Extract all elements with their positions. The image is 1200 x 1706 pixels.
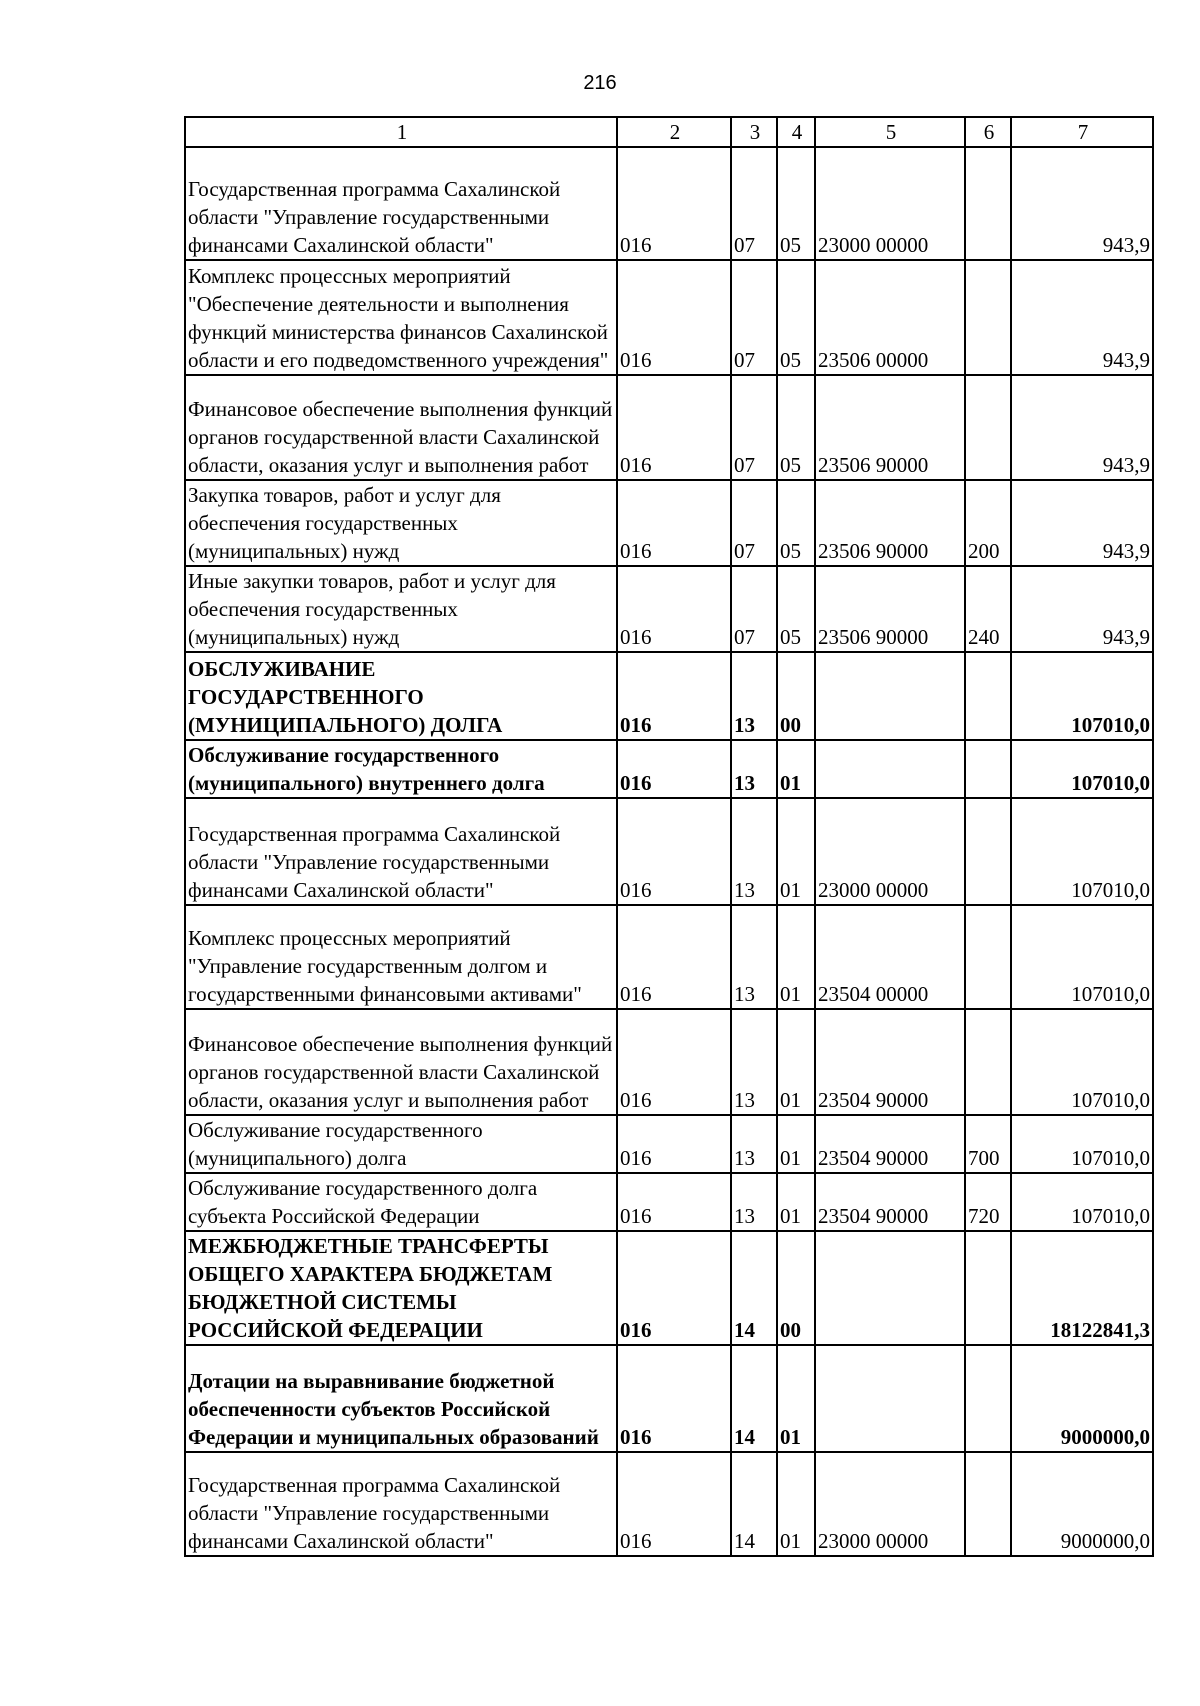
header-cell-5: 5 xyxy=(815,117,965,147)
table-row xyxy=(185,147,1153,260)
row-expense-type-cell xyxy=(965,375,1011,480)
row-target-article-cell: 23504 90000 xyxy=(815,1173,965,1231)
table-row xyxy=(185,1173,1153,1231)
row-target-article-cell: 23504 90000 xyxy=(815,1009,965,1115)
row-amount-cell: 107010,0 xyxy=(1011,652,1153,740)
row-subsection-cell: 01 xyxy=(777,1452,815,1556)
table-row xyxy=(185,1345,1153,1452)
table-row xyxy=(185,798,1153,905)
row-expense-type-cell: 700 xyxy=(965,1115,1011,1173)
row-section-cell: 07 xyxy=(731,260,777,375)
table-row xyxy=(185,1115,1153,1173)
row-subsection-cell: 05 xyxy=(777,147,815,260)
row-ved-cell: 016 xyxy=(617,1115,731,1173)
row-section-cell: 07 xyxy=(731,147,777,260)
row-section-cell: 14 xyxy=(731,1231,777,1345)
row-name-cell: Обслуживание государственного (муниципального) внутреннего долга xyxy=(185,740,617,798)
table-row xyxy=(185,1452,1153,1556)
row-name-cell: Обслуживание государственного долга субъекта Российской Федерации xyxy=(185,1173,617,1231)
row-target-article-cell: 23000 00000 xyxy=(815,798,965,905)
row-target-article-cell xyxy=(815,652,965,740)
row-ved-cell: 016 xyxy=(617,740,731,798)
row-name-cell: ОБСЛУЖИВАНИЕ ГОСУДАРСТВЕННОГО (МУНИЦИПАЛЬНОГО) ДОЛГА xyxy=(185,652,617,740)
row-name-cell: Иные закупки товаров, работ и услуг для обеспечения государственных (муниципальных) нужд xyxy=(185,566,617,652)
row-subsection-cell: 05 xyxy=(777,260,815,375)
row-name-cell: Комплекс процессных мероприятий "Обеспечение деятельности и выполнения функций министерства финансов Сахалинской области и его подведомственного учреждения" xyxy=(185,260,617,375)
row-expense-type-cell xyxy=(965,798,1011,905)
row-name-cell: Обслуживание государственного (муниципального) долга xyxy=(185,1115,617,1173)
row-ved-cell: 016 xyxy=(617,1173,731,1231)
row-section-cell: 13 xyxy=(731,652,777,740)
table-row xyxy=(185,1231,1153,1345)
row-expense-type-cell: 200 xyxy=(965,480,1011,566)
row-expense-type-cell xyxy=(965,1345,1011,1452)
row-amount-cell: 107010,0 xyxy=(1011,1173,1153,1231)
row-name-cell: Государственная программа Сахалинской области "Управление государственными финансами Сахалинской области" xyxy=(185,798,617,905)
row-section-cell: 13 xyxy=(731,1009,777,1115)
row-subsection-cell: 00 xyxy=(777,652,815,740)
row-subsection-cell: 00 xyxy=(777,1231,815,1345)
row-section-cell: 13 xyxy=(731,740,777,798)
row-amount-cell: 943,9 xyxy=(1011,260,1153,375)
row-subsection-cell: 01 xyxy=(777,740,815,798)
row-name-cell: Финансовое обеспечение выполнения функций органов государственной власти Сахалинской области, оказания услуг и выполнения работ xyxy=(185,1009,617,1115)
row-expense-type-cell xyxy=(965,1009,1011,1115)
row-name-cell: Государственная программа Сахалинской области "Управление государственными финансами Сахалинской области" xyxy=(185,147,617,260)
row-amount-cell: 9000000,0 xyxy=(1011,1452,1153,1556)
row-ved-cell: 016 xyxy=(617,905,731,1009)
row-amount-cell: 107010,0 xyxy=(1011,740,1153,798)
row-ved-cell: 016 xyxy=(617,566,731,652)
row-name-cell: Государственная программа Сахалинской области "Управление государственными финансами Сахалинской области" xyxy=(185,1452,617,1556)
table-row xyxy=(185,375,1153,480)
row-target-article-cell: 23000 00000 xyxy=(815,147,965,260)
row-section-cell: 07 xyxy=(731,375,777,480)
row-ved-cell: 016 xyxy=(617,1231,731,1345)
header-cell-1: 1 xyxy=(185,117,617,147)
row-subsection-cell: 05 xyxy=(777,480,815,566)
row-amount-cell: 943,9 xyxy=(1011,375,1153,480)
row-ved-cell: 016 xyxy=(617,798,731,905)
row-section-cell: 07 xyxy=(731,566,777,652)
row-ved-cell: 016 xyxy=(617,147,731,260)
row-section-cell: 13 xyxy=(731,798,777,905)
row-target-article-cell xyxy=(815,1231,965,1345)
row-expense-type-cell xyxy=(965,652,1011,740)
row-name-cell: МЕЖБЮДЖЕТНЫЕ ТРАНСФЕРТЫ ОБЩЕГО ХАРАКТЕРА БЮДЖЕТАМ БЮДЖЕТНОЙ СИСТЕМЫ РОССИЙСКОЙ ФЕДЕРАЦИИ xyxy=(185,1231,617,1345)
row-target-article-cell: 23000 00000 xyxy=(815,1452,965,1556)
header-cell-6: 6 xyxy=(965,117,1011,147)
row-amount-cell: 107010,0 xyxy=(1011,1009,1153,1115)
row-subsection-cell: 01 xyxy=(777,1173,815,1231)
row-amount-cell: 107010,0 xyxy=(1011,905,1153,1009)
header-cell-2: 2 xyxy=(617,117,731,147)
budget-table xyxy=(184,116,1154,1557)
table-row xyxy=(185,1009,1153,1115)
row-amount-cell: 107010,0 xyxy=(1011,798,1153,905)
row-ved-cell: 016 xyxy=(617,480,731,566)
row-section-cell: 13 xyxy=(731,1173,777,1231)
row-name-cell: Финансовое обеспечение выполнения функций органов государственной власти Сахалинской области, оказания услуг и выполнения работ xyxy=(185,375,617,480)
row-expense-type-cell xyxy=(965,1231,1011,1345)
row-subsection-cell: 01 xyxy=(777,1345,815,1452)
row-target-article-cell: 23504 90000 xyxy=(815,1115,965,1173)
row-amount-cell: 943,9 xyxy=(1011,147,1153,260)
row-expense-type-cell xyxy=(965,260,1011,375)
row-name-cell: Комплекс процессных мероприятий "Управление государственным долгом и государственными финансовыми активами" xyxy=(185,905,617,1009)
row-target-article-cell xyxy=(815,740,965,798)
row-section-cell: 14 xyxy=(731,1345,777,1452)
table-header-row xyxy=(185,117,1153,147)
row-amount-cell: 107010,0 xyxy=(1011,1115,1153,1173)
table-row xyxy=(185,740,1153,798)
row-ved-cell: 016 xyxy=(617,375,731,480)
row-amount-cell: 9000000,0 xyxy=(1011,1345,1153,1452)
row-subsection-cell: 05 xyxy=(777,375,815,480)
row-name-cell: Закупка товаров, работ и услуг для обеспечения государственных (муниципальных) нужд xyxy=(185,480,617,566)
table-row xyxy=(185,566,1153,652)
header-cell-3: 3 xyxy=(731,117,777,147)
row-expense-type-cell xyxy=(965,147,1011,260)
row-expense-type-cell: 240 xyxy=(965,566,1011,652)
row-subsection-cell: 01 xyxy=(777,1115,815,1173)
row-section-cell: 07 xyxy=(731,480,777,566)
row-section-cell: 13 xyxy=(731,905,777,1009)
row-subsection-cell: 05 xyxy=(777,566,815,652)
row-expense-type-cell xyxy=(965,905,1011,1009)
row-target-article-cell xyxy=(815,1345,965,1452)
table-row xyxy=(185,480,1153,566)
row-ved-cell: 016 xyxy=(617,1345,731,1452)
row-ved-cell: 016 xyxy=(617,1009,731,1115)
table-row xyxy=(185,905,1153,1009)
row-expense-type-cell: 720 xyxy=(965,1173,1011,1231)
row-subsection-cell: 01 xyxy=(777,1009,815,1115)
page-number: 216 xyxy=(583,72,617,94)
row-target-article-cell: 23504 00000 xyxy=(815,905,965,1009)
row-ved-cell: 016 xyxy=(617,260,731,375)
header-cell-7: 7 xyxy=(1011,117,1153,147)
row-expense-type-cell xyxy=(965,1452,1011,1556)
row-name-cell: Дотации на выравнивание бюджетной обеспеченности субъектов Российской Федерации и муниципальных образований xyxy=(185,1345,617,1452)
row-target-article-cell: 23506 00000 xyxy=(815,260,965,375)
row-subsection-cell: 01 xyxy=(777,798,815,905)
row-section-cell: 13 xyxy=(731,1115,777,1173)
row-expense-type-cell xyxy=(965,740,1011,798)
row-amount-cell: 943,9 xyxy=(1011,480,1153,566)
row-section-cell: 14 xyxy=(731,1452,777,1556)
table-row xyxy=(185,260,1153,375)
row-amount-cell: 18122841,3 xyxy=(1011,1231,1153,1345)
table-row xyxy=(185,652,1153,740)
row-target-article-cell: 23506 90000 xyxy=(815,375,965,480)
row-ved-cell: 016 xyxy=(617,652,731,740)
row-target-article-cell: 23506 90000 xyxy=(815,480,965,566)
row-ved-cell: 016 xyxy=(617,1452,731,1556)
header-cell-4: 4 xyxy=(777,117,815,147)
row-amount-cell: 943,9 xyxy=(1011,566,1153,652)
row-target-article-cell: 23506 90000 xyxy=(815,566,965,652)
row-subsection-cell: 01 xyxy=(777,905,815,1009)
